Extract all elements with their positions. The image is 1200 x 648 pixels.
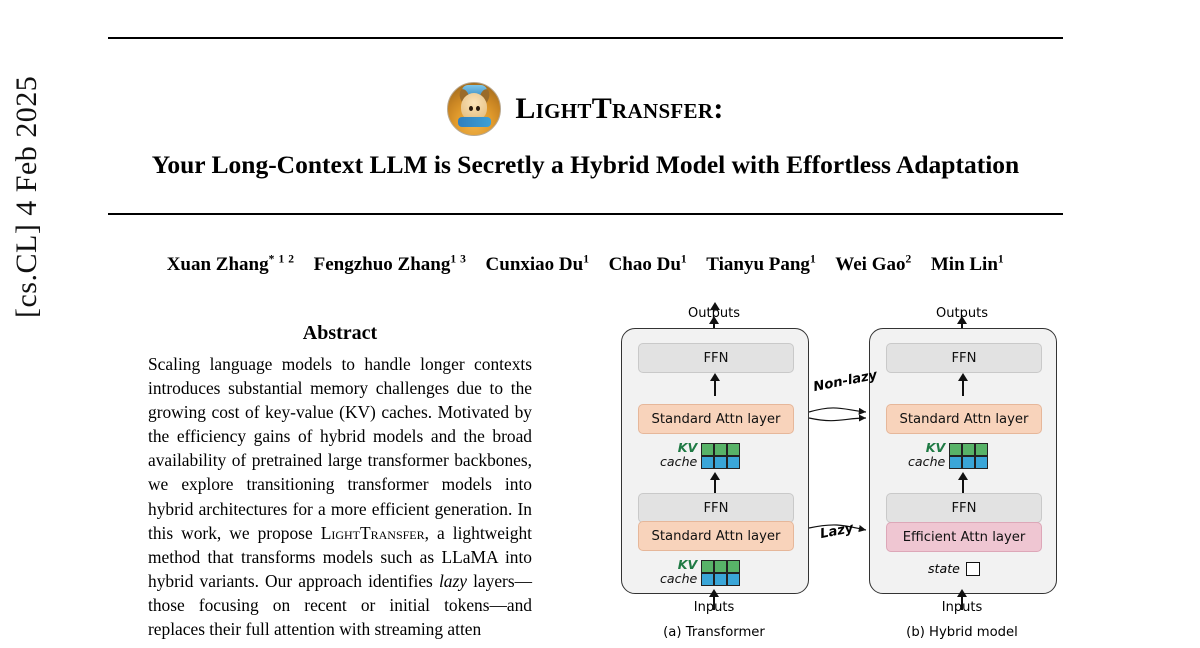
panel-b-outputs-label: Outputs <box>936 306 988 321</box>
abstract-body <box>148 352 532 641</box>
panel-b-block-ffn-top: FFN <box>886 343 1042 373</box>
panel-b-state-label: state <box>928 561 960 576</box>
panel-a-kv-grid-lower <box>701 560 738 584</box>
abstract-text: layers—those focusing on recent or initial tokens—and replaces their full attention with streaming atten <box>148 570 532 640</box>
panel-b-kv-label: KV <box>925 440 946 455</box>
abstract-text: , a lightweight method that transforms models such as LLaMA into hybrid variants. Our approach identifies <box>148 522 532 591</box>
panel-b-arrow-1 <box>962 380 964 396</box>
panel-a-kv-label-lower: KV <box>677 557 698 572</box>
title-row <box>108 82 1063 136</box>
abstract-method-name: LightTransfer <box>320 522 425 543</box>
transition-label-non-lazy: Non-lazy <box>812 367 879 396</box>
panel-a-block-standard-attn-top: Standard Attn layer <box>638 404 794 434</box>
panel-b-caption: (b) Hybrid model <box>906 625 1018 640</box>
transition-label-lazy: Lazy <box>818 520 855 543</box>
author-affiliation-marks: 1 3 <box>450 254 467 266</box>
panel-b-inputs-label: Inputs <box>941 600 983 615</box>
state-box-icon <box>966 562 980 576</box>
panel-b-kv-cache <box>908 441 986 469</box>
author-affiliation-marks: 1 <box>997 254 1005 266</box>
llama-mascot-logo-icon <box>447 82 501 136</box>
panel-a-arrow-1 <box>714 380 716 396</box>
author-name: Xuan Zhang$^{* 1 2}$ <box>166 254 295 276</box>
author-name: Tianyu Pang$^1$ <box>706 254 817 276</box>
panel-a-outputs-label: Outputs <box>688 306 740 321</box>
header-rule-top <box>108 37 1063 39</box>
panel-a-block-ffn-bottom: FFN <box>638 493 794 523</box>
page-title: LightTransfer: <box>515 92 724 125</box>
author-affiliation-marks: 2 <box>905 254 912 266</box>
panel-a-caption: (a) Transformer <box>663 625 765 640</box>
author-name: Cunxiao Du$^1$ <box>485 254 590 276</box>
author-affiliation-marks: 1 <box>680 254 688 266</box>
panel-a-kv-label-upper: KV <box>677 440 698 455</box>
header-rule-bottom <box>108 213 1063 215</box>
panel-a-cache-label-upper: cache <box>660 454 698 469</box>
panel-b-cache-label: cache <box>908 454 946 469</box>
author-name: Fengzhuo Zhang$^{1 3}$ <box>313 254 467 276</box>
panel-a-kv-cache-upper <box>660 441 738 469</box>
panel-b-block-ffn-bottom: FFN <box>886 493 1042 523</box>
author-list <box>108 254 1063 276</box>
panel-b-block-efficient-attn: Efficient Attn layer <box>886 522 1042 552</box>
panel-a-kv-grid-upper <box>701 443 738 467</box>
author-name: Wei Gao$^2$ <box>835 254 912 276</box>
panel-a-inputs-label: Inputs <box>693 600 735 615</box>
author-affiliation-marks: 1 <box>809 254 817 266</box>
abstract-text: Scaling language models to handle longer contexts introduces substantial memory challenges due to the growing cost of key-value (KV) caches. Motivated by the efficiency gains of hybrid models and the broad availability of pretrained large transformer backbones, we explore transitioning transformer models into hybrid architectures for a more efficient generation. In this work, we propose <box>148 354 532 543</box>
panel-hybrid-model <box>869 328 1057 594</box>
paper-sheet <box>108 0 1108 648</box>
figure-architecture <box>604 300 1064 648</box>
panel-a-block-standard-attn-bottom: Standard Attn layer <box>638 521 794 551</box>
panel-a-cache-label-lower: cache <box>660 571 698 586</box>
panel-b-kv-grid <box>949 443 986 467</box>
page-subtitle: Your Long-Context LLM is Secretly a Hybrid Model with Effortless Adaptation <box>151 150 1020 179</box>
panel-b-arrow-2 <box>962 479 964 493</box>
panel-b-block-standard-attn: Standard Attn layer <box>886 404 1042 434</box>
panel-a-arrow-2 <box>714 479 716 493</box>
author-affiliation-marks: 1 <box>583 254 590 266</box>
author-name: Min Lin$^1$ <box>930 254 1005 276</box>
panel-a-kv-cache-lower <box>660 558 738 586</box>
panel-a-block-ffn-top: FFN <box>638 343 794 373</box>
panel-b-state-row <box>928 561 980 576</box>
arxiv-stamp: [cs.CL] 4 Feb 2025 <box>10 75 43 318</box>
author-name: Chao Du$^1$ <box>608 254 688 276</box>
author-affiliation-marks: * 1 2 <box>268 254 295 266</box>
abstract-emphasis: lazy <box>438 570 467 591</box>
abstract-heading: Abstract <box>302 322 378 344</box>
panel-transformer <box>621 328 809 594</box>
